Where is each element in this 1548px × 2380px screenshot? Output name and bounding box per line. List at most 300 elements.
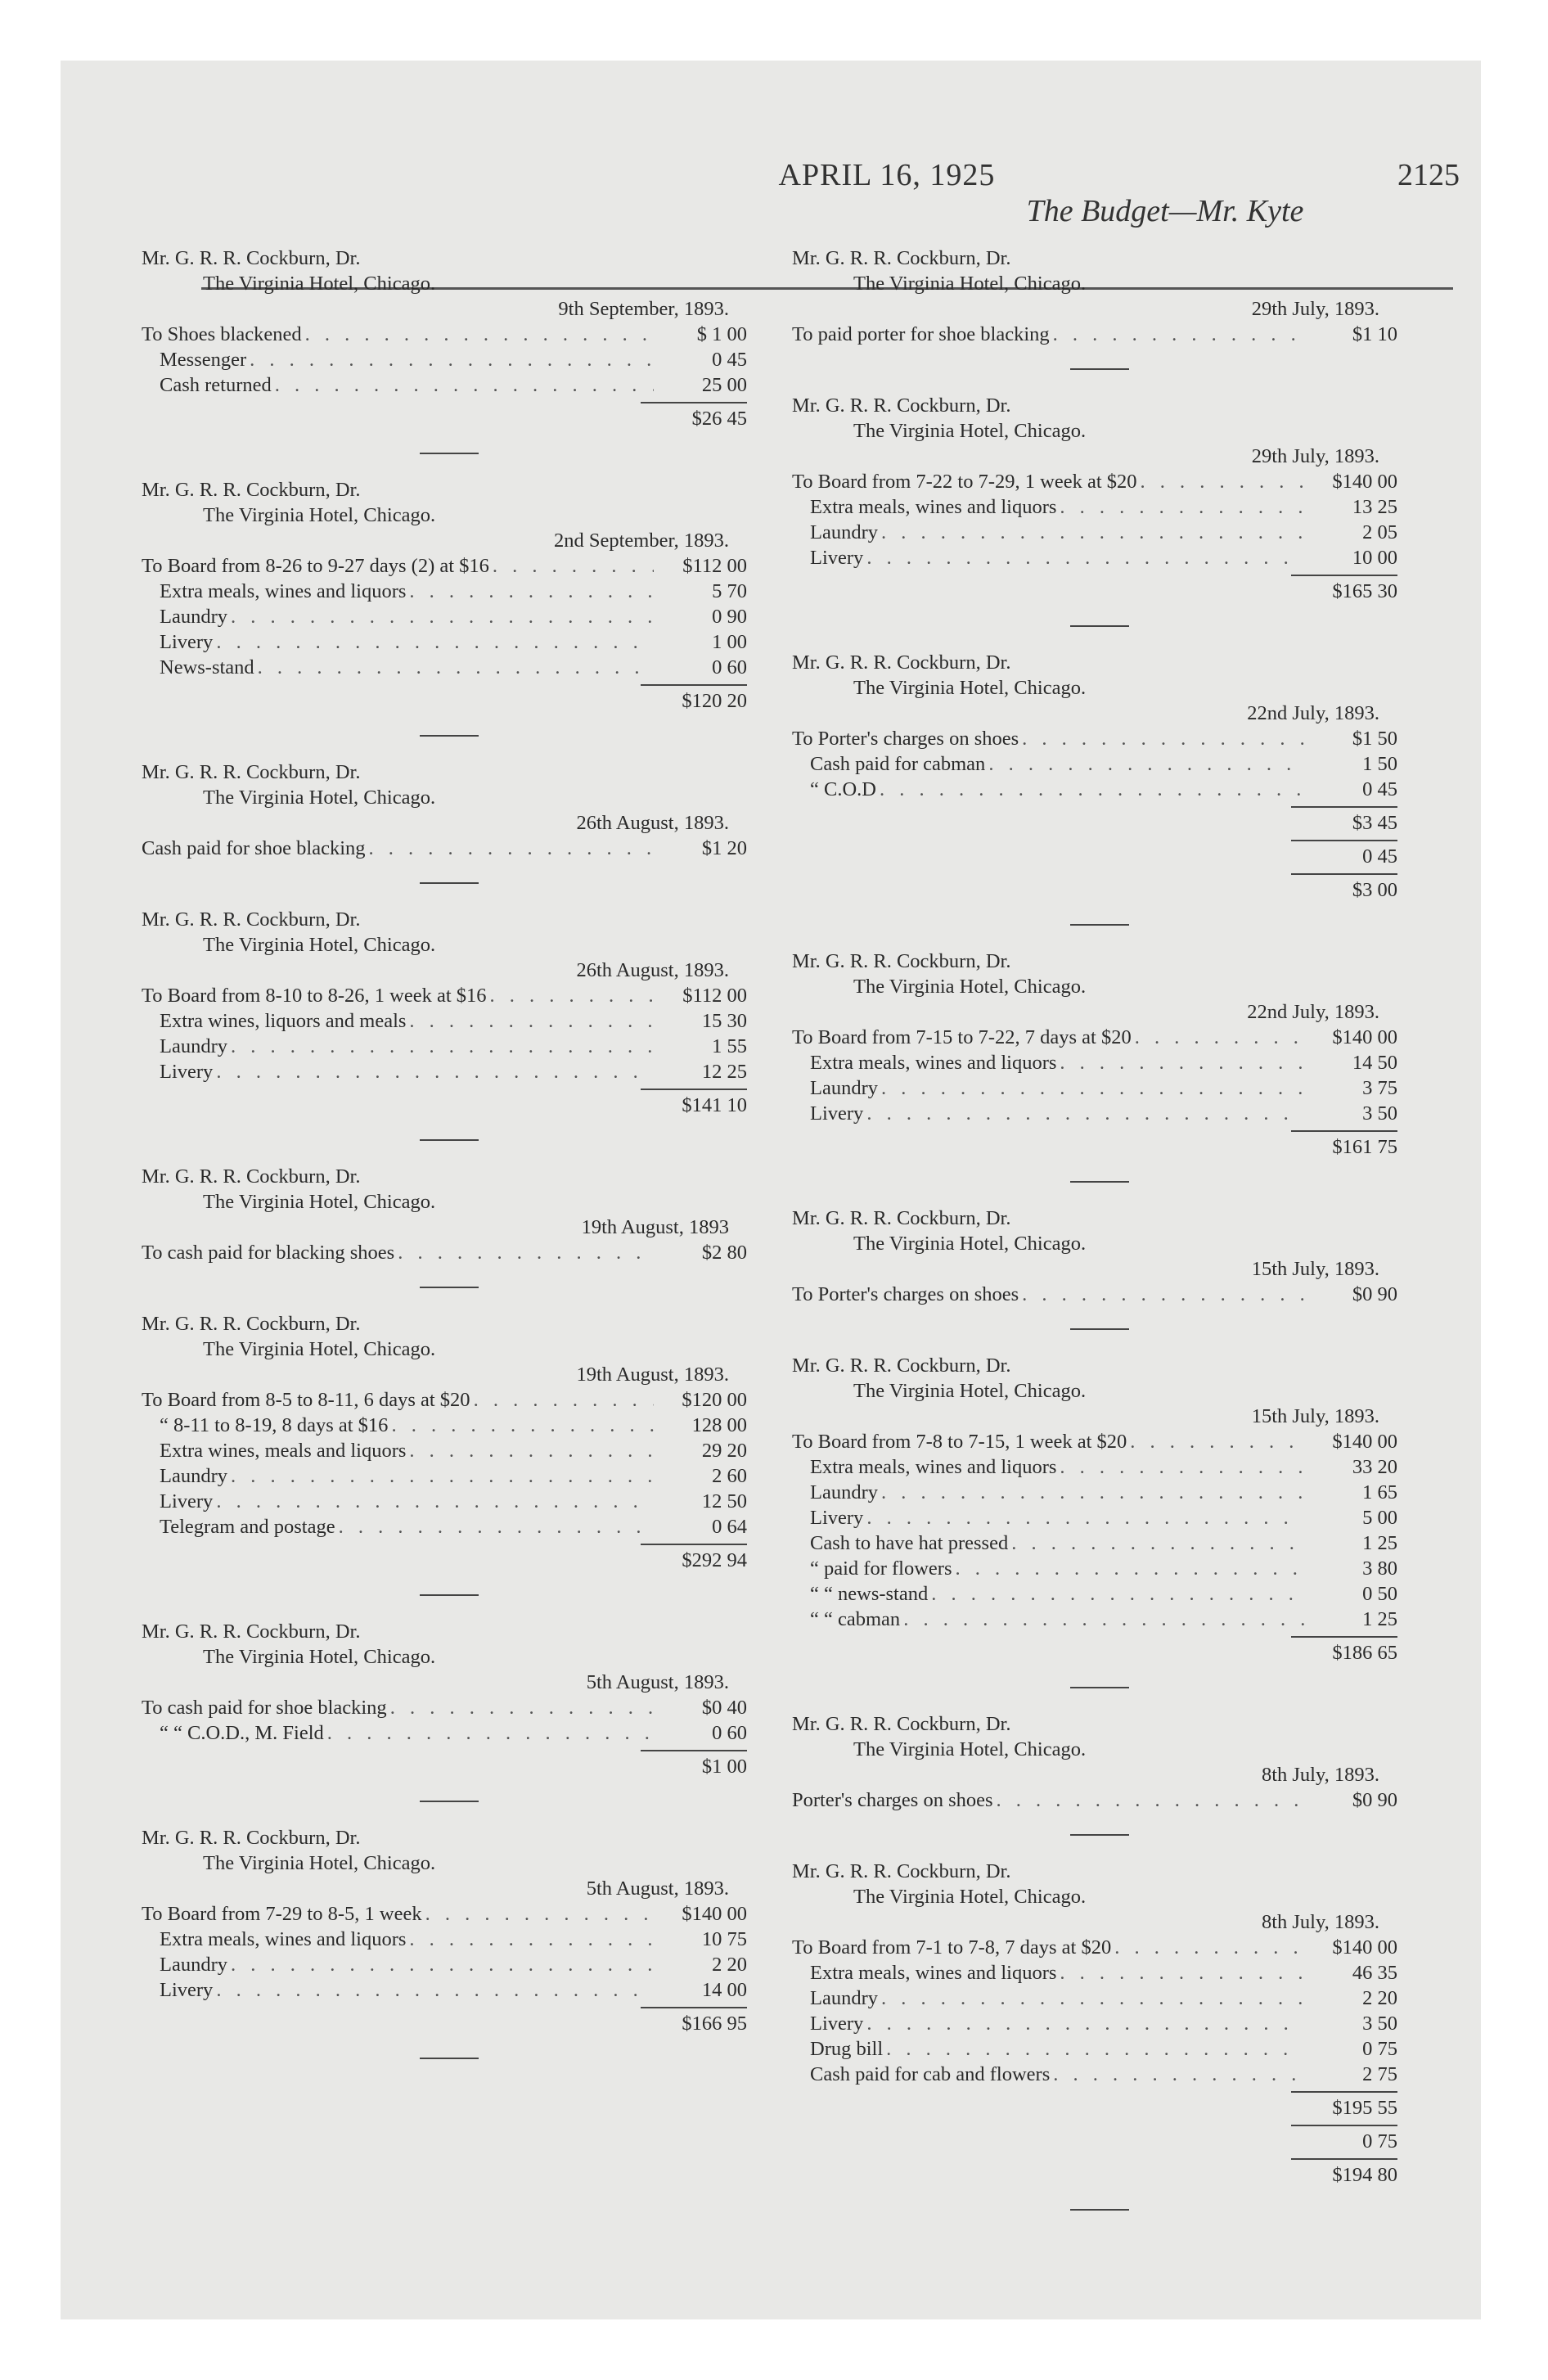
line-item — [792, 2062, 1397, 2087]
hotel-name: The Virginia Hotel, Chicago. — [853, 273, 1087, 295]
hotel-name: The Virginia Hotel, Chicago. — [853, 1233, 1087, 1255]
entry-date: 5th August, 1893. — [586, 1877, 729, 1900]
ledger-entry — [792, 246, 1397, 347]
item-amount: 12 50 — [701, 1490, 747, 1512]
total-amount: $292 94 — [682, 1549, 747, 1571]
entry-total — [792, 2162, 1397, 2188]
item-description: To Board from 8-26 to 9-27 days (2) at $16 — [142, 555, 489, 577]
leader-dots — [493, 553, 654, 579]
entry-total — [792, 2095, 1397, 2121]
entry-separator — [142, 1779, 747, 1825]
line-item — [792, 545, 1397, 570]
line-item — [142, 1514, 747, 1539]
item-description: Extra meals, wines and liquors — [810, 1456, 1057, 1478]
leader-dots — [931, 1581, 1304, 1607]
item-description: To Porter's charges on shoes — [792, 728, 1019, 750]
item-description: Livery — [160, 631, 214, 653]
line-item — [142, 836, 747, 861]
item-amount: $0 40 — [701, 1697, 747, 1719]
item-description: To Board from 7-29 to 8-5, 1 week — [142, 1903, 422, 1925]
item-amount: 2 20 — [1362, 1987, 1397, 2009]
line-item — [792, 1101, 1397, 1126]
account-name: Mr. G. R. R. Cockburn, Dr. — [142, 247, 361, 269]
ledger-entry — [142, 1311, 747, 1573]
line-item — [792, 1429, 1397, 1454]
leader-dots — [1060, 1050, 1304, 1075]
entry-total — [792, 844, 1397, 869]
hotel-name: The Virginia Hotel, Chicago. — [853, 677, 1087, 699]
total-amount: $1 00 — [701, 1756, 747, 1778]
total-amount: $195 55 — [1332, 2097, 1397, 2119]
sum-rule — [792, 836, 1397, 844]
item-description: Livery — [810, 1507, 864, 1529]
entry-separator — [792, 1307, 1397, 1353]
item-amount: 5 70 — [712, 580, 747, 602]
leader-dots — [231, 1463, 654, 1489]
entry-total — [142, 406, 747, 431]
line-item — [792, 1025, 1397, 1050]
total-amount: $194 80 — [1332, 2164, 1397, 2186]
hotel-name: The Virginia Hotel, Chicago. — [853, 976, 1087, 998]
item-description: “ “ C.O.D., M. Field — [160, 1722, 324, 1744]
item-amount: 10 00 — [1352, 547, 1397, 569]
line-item — [792, 1581, 1397, 1607]
ledger-entry — [792, 393, 1397, 604]
hotel-name: The Virginia Hotel, Chicago. — [853, 420, 1087, 442]
line-item — [142, 983, 747, 1008]
line-item — [142, 579, 747, 604]
line-item — [792, 469, 1397, 494]
hotel-name: The Virginia Hotel, Chicago. — [853, 1738, 1087, 1760]
entry-date: 8th July, 1893. — [1261, 1764, 1379, 1786]
entry-separator — [792, 604, 1397, 650]
item-amount: 46 35 — [1352, 1962, 1397, 1984]
sum-rule — [142, 680, 747, 688]
line-item — [142, 1720, 747, 1746]
leader-dots — [1060, 494, 1304, 520]
item-amount: 3 80 — [1362, 1557, 1397, 1580]
right-column — [792, 246, 1397, 2234]
leader-dots — [391, 1413, 654, 1438]
line-item — [142, 1463, 747, 1489]
line-item — [792, 1607, 1397, 1632]
item-description: “ paid for flowers — [810, 1557, 952, 1580]
ledger-entry — [792, 1353, 1397, 1666]
leader-dots — [866, 1101, 1304, 1126]
item-description: Extra meals, wines and liquors — [810, 1052, 1057, 1074]
hotel-name: The Virginia Hotel, Chicago. — [203, 1852, 436, 1874]
leader-dots — [1022, 726, 1304, 751]
leader-dots — [1022, 1282, 1304, 1307]
line-item — [792, 1075, 1397, 1101]
line-item — [142, 1387, 747, 1413]
entry-separator — [142, 714, 747, 760]
entry-date: 15th July, 1893. — [1251, 1405, 1379, 1427]
total-amount: $161 75 — [1332, 1136, 1397, 1158]
item-amount: 29 20 — [701, 1440, 747, 1462]
item-amount: $0 90 — [1352, 1283, 1397, 1305]
ledger-entry — [792, 650, 1397, 903]
line-item — [792, 751, 1397, 777]
item-description: To Shoes blackened — [142, 323, 302, 345]
entry-separator — [792, 903, 1397, 949]
hotel-name: The Virginia Hotel, Chicago. — [203, 273, 436, 295]
line-item — [142, 1977, 747, 2003]
account-name: Mr. G. R. R. Cockburn, Dr. — [792, 1713, 1011, 1735]
line-item — [142, 1240, 747, 1265]
item-amount: 0 50 — [1362, 1583, 1397, 1605]
leader-dots — [1130, 1429, 1304, 1454]
ledger-entry — [142, 246, 747, 431]
item-amount: 15 30 — [701, 1010, 747, 1032]
item-amount: $140 00 — [1332, 1936, 1397, 1959]
item-amount: $112 00 — [682, 555, 747, 577]
line-item — [142, 372, 747, 398]
leader-dots — [1135, 1025, 1304, 1050]
item-description: Extra meals, wines and liquors — [160, 580, 407, 602]
header-date: APRIL 16, 1925 — [778, 158, 996, 192]
ledger-entry — [142, 907, 747, 1118]
leader-dots — [1053, 322, 1304, 347]
leader-dots — [275, 372, 654, 398]
entry-total — [792, 810, 1397, 836]
item-amount: $140 00 — [1332, 1431, 1397, 1453]
entry-separator — [792, 1666, 1397, 1711]
entry-separator — [792, 2188, 1397, 2234]
item-description: News-stand — [160, 656, 254, 678]
item-amount: 3 75 — [1362, 1077, 1397, 1099]
line-item — [142, 655, 747, 680]
leader-dots — [250, 347, 654, 372]
account-name: Mr. G. R. R. Cockburn, Dr. — [142, 1313, 361, 1335]
line-item — [792, 1787, 1397, 1813]
item-amount: $0 90 — [1352, 1789, 1397, 1811]
item-description: To Board from 7-22 to 7-29, 1 week at $20 — [792, 471, 1137, 493]
leader-dots — [390, 1695, 654, 1720]
entry-separator — [142, 431, 747, 477]
sum-rule — [792, 869, 1397, 877]
item-description: Livery — [810, 2013, 864, 2035]
leader-dots — [903, 1607, 1304, 1632]
leader-dots — [474, 1387, 654, 1413]
total-amount: $3 45 — [1352, 812, 1397, 834]
leader-dots — [339, 1514, 654, 1539]
account-name: Mr. G. R. R. Cockburn, Dr. — [142, 908, 361, 931]
account-name: Mr. G. R. R. Cockburn, Dr. — [792, 1355, 1011, 1377]
item-description: To cash paid for blacking shoes — [142, 1242, 395, 1264]
item-amount: $1 20 — [701, 837, 747, 859]
total-amount: $141 10 — [682, 1094, 747, 1116]
item-description: “ “ news-stand — [810, 1583, 929, 1605]
entry-total — [792, 579, 1397, 604]
entry-date: 8th July, 1893. — [1261, 1911, 1379, 1933]
leader-dots — [409, 1927, 654, 1952]
item-amount: $2 80 — [701, 1242, 747, 1264]
line-item — [142, 1927, 747, 1952]
ledger-entry — [792, 1206, 1397, 1307]
line-item — [142, 347, 747, 372]
item-description: To cash paid for shoe blacking — [142, 1697, 387, 1719]
ledger-entry — [142, 1619, 747, 1779]
leader-dots — [409, 1438, 654, 1463]
entry-date: 9th September, 1893. — [558, 298, 729, 320]
leader-dots — [1114, 1935, 1304, 1960]
item-description: “ “ cabman — [810, 1608, 901, 1630]
entry-date: 26th August, 1893. — [576, 959, 729, 981]
hotel-name: The Virginia Hotel, Chicago. — [853, 1886, 1087, 1908]
item-amount: 1 55 — [712, 1035, 747, 1057]
ledger-entry — [142, 1825, 747, 2036]
item-description: Telegram and postage — [160, 1516, 335, 1538]
leader-dots — [258, 655, 654, 680]
entry-total — [142, 1754, 747, 1779]
item-description: Laundry — [810, 1987, 878, 2009]
entry-separator — [792, 1160, 1397, 1206]
entry-total — [142, 2011, 747, 2036]
line-item — [142, 1008, 747, 1034]
item-description: Livery — [160, 1061, 214, 1083]
item-amount: 0 45 — [712, 349, 747, 371]
entry-separator — [142, 1118, 747, 1164]
item-description: To Board from 7-15 to 7-22, 7 days at $20 — [792, 1026, 1132, 1048]
line-item — [792, 1505, 1397, 1530]
leader-dots — [881, 1480, 1304, 1505]
entry-date: 29th July, 1893. — [1251, 298, 1379, 320]
entry-date: 22nd July, 1893. — [1247, 702, 1379, 724]
line-item — [142, 1413, 747, 1438]
total-amount: $3 00 — [1352, 879, 1397, 901]
leader-dots — [409, 579, 654, 604]
item-description: To Board from 7-1 to 7-8, 7 days at $20 — [792, 1936, 1112, 1959]
sum-rule — [792, 2121, 1397, 2129]
entry-date: 15th July, 1893. — [1251, 1258, 1379, 1280]
leader-dots — [881, 520, 1304, 545]
line-item — [792, 1530, 1397, 1556]
item-description: Cash paid for shoe blacking — [142, 837, 366, 859]
item-amount: $140 00 — [682, 1903, 747, 1925]
item-description: To paid porter for shoe blacking — [792, 323, 1050, 345]
leader-dots — [1060, 1454, 1304, 1480]
line-item — [142, 1952, 747, 1977]
item-description: Laundry — [810, 1481, 878, 1503]
leader-dots — [866, 2011, 1304, 2036]
item-description: To Board from 8-5 to 8-11, 6 days at $20 — [142, 1389, 470, 1411]
line-item — [142, 1901, 747, 1927]
item-description: Cash returned — [160, 374, 272, 396]
item-amount: 2 75 — [1362, 2063, 1397, 2085]
item-amount: 0 60 — [712, 1722, 747, 1744]
leader-dots — [1053, 2062, 1304, 2087]
entry-separator — [142, 1265, 747, 1311]
sum-rule — [142, 1746, 747, 1754]
leader-dots — [1011, 1530, 1304, 1556]
leader-dots — [490, 983, 654, 1008]
item-description: Livery — [160, 1490, 214, 1512]
item-description: Cash paid for cab and flowers — [810, 2063, 1051, 2085]
leader-dots — [955, 1556, 1304, 1581]
entry-date: 19th August, 1893 — [581, 1216, 729, 1238]
sum-rule — [142, 398, 747, 406]
hotel-name: The Virginia Hotel, Chicago. — [203, 934, 436, 956]
ledger-entry — [792, 1711, 1397, 1813]
item-description: Porter's charges on shoes — [792, 1789, 993, 1811]
item-amount: 13 25 — [1352, 496, 1397, 518]
entry-date: 22nd July, 1893. — [1247, 1001, 1379, 1023]
entry-total — [142, 688, 747, 714]
total-amount: $166 95 — [682, 2013, 747, 2035]
sum-rule — [792, 802, 1397, 810]
account-name: Mr. G. R. R. Cockburn, Dr. — [792, 651, 1011, 674]
entry-date: 2nd September, 1893. — [553, 530, 729, 552]
sum-rule — [142, 2003, 747, 2011]
line-item — [792, 1050, 1397, 1075]
entry-total — [792, 2129, 1397, 2154]
item-amount: $ 1 00 — [696, 323, 747, 345]
item-description: Livery — [810, 547, 864, 569]
item-amount: 2 20 — [712, 1954, 747, 1976]
line-item — [142, 1438, 747, 1463]
line-item — [142, 629, 747, 655]
account-name: Mr. G. R. R. Cockburn, Dr. — [792, 394, 1011, 417]
total-amount: $120 20 — [682, 690, 747, 712]
item-amount: 0 90 — [712, 606, 747, 628]
total-amount: $26 45 — [691, 408, 747, 430]
item-description: Laundry — [160, 1035, 227, 1057]
item-description: Livery — [810, 1102, 864, 1125]
item-description: Laundry — [810, 1077, 878, 1099]
line-item — [792, 2011, 1397, 2036]
left-column — [142, 246, 747, 2082]
leader-dots — [988, 751, 1304, 777]
leader-dots — [881, 1075, 1304, 1101]
line-item — [792, 726, 1397, 751]
header-subtitle: The Budget—Mr. Kyte — [1026, 194, 1304, 228]
line-item — [142, 604, 747, 629]
entry-total — [792, 1134, 1397, 1160]
entry-separator — [792, 1813, 1397, 1859]
entry-date: 29th July, 1893. — [1251, 445, 1379, 467]
leader-dots — [231, 1034, 654, 1059]
line-item — [142, 322, 747, 347]
account-name: Mr. G. R. R. Cockburn, Dr. — [142, 479, 361, 501]
item-amount: 2 05 — [1362, 521, 1397, 543]
item-amount: 12 25 — [701, 1061, 747, 1083]
total-amount: $165 30 — [1332, 580, 1397, 602]
leader-dots — [997, 1787, 1304, 1813]
leader-dots — [305, 322, 654, 347]
sum-rule — [792, 570, 1397, 579]
entry-date: 19th August, 1893. — [576, 1364, 729, 1386]
account-name: Mr. G. R. R. Cockburn, Dr. — [792, 1860, 1011, 1882]
line-item — [792, 1986, 1397, 2011]
hotel-name: The Virginia Hotel, Chicago. — [853, 1380, 1087, 1402]
item-description: “ 8-11 to 8-19, 8 days at $16 — [160, 1414, 389, 1436]
account-name: Mr. G. R. R. Cockburn, Dr. — [142, 1620, 361, 1643]
item-amount: 33 20 — [1352, 1456, 1397, 1478]
line-item — [792, 1282, 1397, 1307]
item-amount: 14 00 — [701, 1979, 747, 2001]
leader-dots — [327, 1720, 654, 1746]
entry-date: 5th August, 1893. — [586, 1671, 729, 1693]
account-name: Mr. G. R. R. Cockburn, Dr. — [792, 247, 1011, 269]
line-item — [792, 494, 1397, 520]
item-amount: 5 00 — [1362, 1507, 1397, 1529]
item-description: Laundry — [160, 1954, 227, 1976]
item-amount: 25 00 — [701, 374, 747, 396]
leader-dots — [231, 1952, 654, 1977]
item-amount: 1 25 — [1362, 1608, 1397, 1630]
leader-dots — [866, 545, 1304, 570]
account-name: Mr. G. R. R. Cockburn, Dr. — [142, 761, 361, 783]
item-amount: 128 00 — [691, 1414, 747, 1436]
sum-rule — [792, 1126, 1397, 1134]
line-item — [142, 1034, 747, 1059]
line-item — [792, 322, 1397, 347]
item-description: Extra wines, meals and liquors — [160, 1440, 407, 1462]
item-amount: 14 50 — [1352, 1052, 1397, 1074]
account-name: Mr. G. R. R. Cockburn, Dr. — [142, 1827, 361, 1849]
entry-total — [792, 1640, 1397, 1666]
sum-rule — [142, 1539, 747, 1548]
account-name: Mr. G. R. R. Cockburn, Dr. — [792, 1207, 1011, 1229]
leader-dots — [880, 777, 1304, 802]
leader-dots — [886, 2036, 1304, 2062]
line-item — [792, 1960, 1397, 1986]
sum-rule — [142, 1084, 747, 1093]
total-amount: 0 45 — [1362, 845, 1397, 868]
line-item — [792, 520, 1397, 545]
leader-dots — [216, 1059, 654, 1084]
entry-separator — [792, 347, 1397, 393]
item-amount: 0 45 — [1362, 778, 1397, 800]
item-description: Extra meals, wines and liquors — [810, 496, 1057, 518]
item-description: To Porter's charges on shoes — [792, 1283, 1019, 1305]
line-item — [792, 2036, 1397, 2062]
hotel-name: The Virginia Hotel, Chicago. — [203, 1338, 436, 1360]
item-amount: 3 50 — [1362, 1102, 1397, 1125]
hotel-name: The Virginia Hotel, Chicago. — [203, 787, 436, 809]
leader-dots — [881, 1986, 1304, 2011]
ledger-entry — [142, 760, 747, 861]
item-description: To Board from 8-10 to 8-26, 1 week at $16 — [142, 985, 487, 1007]
account-name: Mr. G. R. R. Cockburn, Dr. — [142, 1165, 361, 1188]
ledger-entry — [792, 949, 1397, 1160]
item-amount: $112 00 — [682, 985, 747, 1007]
leader-dots — [216, 629, 654, 655]
line-item — [792, 1454, 1397, 1480]
leader-dots — [409, 1008, 654, 1034]
ledger-entry — [142, 1164, 747, 1265]
item-amount: 1 50 — [1362, 753, 1397, 775]
entry-separator — [142, 1573, 747, 1619]
sum-rule — [792, 2154, 1397, 2162]
item-amount: $1 10 — [1352, 323, 1397, 345]
item-amount: 3 50 — [1362, 2013, 1397, 2035]
line-item — [792, 1480, 1397, 1505]
entry-separator — [142, 2036, 747, 2082]
page-number: 2125 — [1397, 158, 1460, 192]
item-description: Livery — [160, 1979, 214, 2001]
item-amount: 0 60 — [712, 656, 747, 678]
ledger-entry — [142, 477, 747, 714]
line-item — [142, 553, 747, 579]
leader-dots — [369, 836, 654, 861]
item-description: Laundry — [810, 521, 878, 543]
item-amount: $140 00 — [1332, 1026, 1397, 1048]
item-description: To Board from 7-8 to 7-15, 1 week at $20 — [792, 1431, 1127, 1453]
entry-total — [142, 1548, 747, 1573]
leader-dots — [425, 1901, 654, 1927]
